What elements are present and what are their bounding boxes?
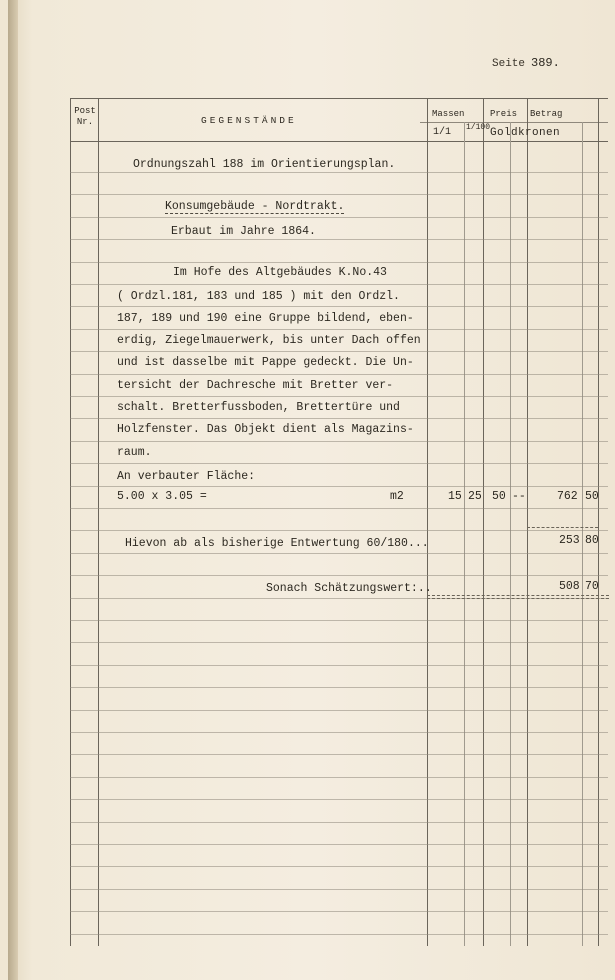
description-line: raum. <box>117 446 152 459</box>
estimated-value-label: Sonach Schätzungswert:.. <box>266 582 432 595</box>
col-line-right <box>598 98 599 946</box>
ruled-line <box>70 866 608 867</box>
ruled-line <box>70 799 608 800</box>
description-line: tersicht der Dachresche mit Bretter ver- <box>117 379 394 392</box>
depreciation-line: Hievon ab als bisherige Entwertung 60/180... <box>125 537 429 550</box>
building-name: Konsumgebäude - Nordtrakt. <box>165 200 345 213</box>
col-line-massen <box>483 98 484 946</box>
ledger-page <box>8 0 615 980</box>
description-line: schalt. Bretterfussboden, Brettertüre und <box>117 401 400 414</box>
amount-gross-decimal: 50 <box>585 490 599 503</box>
ruled-line <box>70 441 608 442</box>
ruled-line <box>70 642 608 643</box>
header-preis: Preis <box>490 109 518 119</box>
col-line-preis <box>527 98 528 946</box>
description-line: erdig, Ziegelmauerwerk, bis unter Dach offen <box>117 334 421 347</box>
header-currency: Goldkronen <box>490 127 561 139</box>
price-integer: 50 <box>492 490 506 503</box>
col-line-post <box>98 98 99 946</box>
ruled-line <box>70 732 608 733</box>
amount-gross-integer: 762 <box>557 490 578 503</box>
header-gegenstaende: GEGENSTÄNDE <box>201 115 297 126</box>
ruled-line <box>70 754 608 755</box>
ruled-line <box>70 329 608 330</box>
area-calculation: 5.00 x 3.05 = <box>117 490 207 503</box>
ruled-line <box>70 553 608 554</box>
description-line: und ist dasselbe mit Pappe gedeckt. Die Un- <box>117 356 414 369</box>
description-line: 187, 189 und 190 eine Gruppe bildend, eben- <box>117 312 414 325</box>
ruled-line <box>70 262 608 263</box>
ruled-line <box>70 710 608 711</box>
amount-depreciation-integer: 253 <box>559 534 580 547</box>
ruled-line <box>70 486 608 487</box>
book-binding <box>8 0 18 980</box>
construction-year: Erbaut im Jahre 1864. <box>171 225 316 238</box>
flaeche-label: An verbauter Fläche: <box>117 470 256 483</box>
ruled-line <box>70 777 608 778</box>
total-double-line-top <box>427 595 609 596</box>
ruled-line <box>70 508 608 509</box>
ruled-line <box>70 911 608 912</box>
amount-depreciation-decimal: 80 <box>585 534 599 547</box>
header-massen: Massen <box>432 109 465 119</box>
ruled-line <box>70 217 608 218</box>
ruled-line <box>70 239 608 240</box>
page-number-label <box>492 56 560 70</box>
ruled-line <box>70 934 608 935</box>
mass-decimal: 25 <box>468 490 482 503</box>
ruled-line <box>70 396 608 397</box>
estimated-value-decimal: 70 <box>585 580 599 593</box>
page-number: 389. <box>531 56 560 70</box>
ruled-line <box>70 374 608 375</box>
ruled-line <box>70 575 608 576</box>
description-line: Holzfenster. Das Objekt dient als Magazins- <box>117 423 414 436</box>
ruled-line <box>70 284 608 285</box>
ruled-line <box>70 665 608 666</box>
ruled-line <box>70 822 608 823</box>
col-line-left <box>70 98 71 946</box>
ruled-line <box>70 418 608 419</box>
ruled-line <box>70 463 608 464</box>
header-massen-frac: 1/100 <box>466 123 491 132</box>
ruled-line <box>70 687 608 688</box>
estimated-value-integer: 508 <box>559 580 580 593</box>
ruled-line <box>70 306 608 307</box>
col-line-gegenstaende <box>427 98 428 946</box>
ruled-line <box>70 889 608 890</box>
price-decimal: -- <box>512 490 526 503</box>
header-divider <box>420 122 608 123</box>
description-line: ( Ordzl.181, 183 und 185 ) mit den Ordzl. <box>117 290 400 303</box>
ruled-line <box>70 194 608 195</box>
subtotal-line <box>527 527 598 528</box>
ruled-line <box>70 530 608 531</box>
ordnungszahl-line: Ordnungszahl 188 im Orientierungsplan. <box>133 158 396 171</box>
header-post-nr: Post Nr. <box>74 106 96 127</box>
page-label: Seite <box>492 58 526 70</box>
ruled-line <box>70 351 608 352</box>
area-unit: m2 <box>390 490 404 503</box>
ruled-line <box>70 844 608 845</box>
ruled-line <box>70 620 608 621</box>
description-line: Im Hofe des Altgebäudes K.No.43 <box>173 266 387 279</box>
mass-integer: 15 <box>448 490 462 503</box>
ruled-line <box>70 172 608 173</box>
header-massen-full: 1/1 <box>433 127 452 138</box>
header-betrag: Betrag <box>530 109 563 119</box>
total-double-line-bottom <box>427 598 609 599</box>
